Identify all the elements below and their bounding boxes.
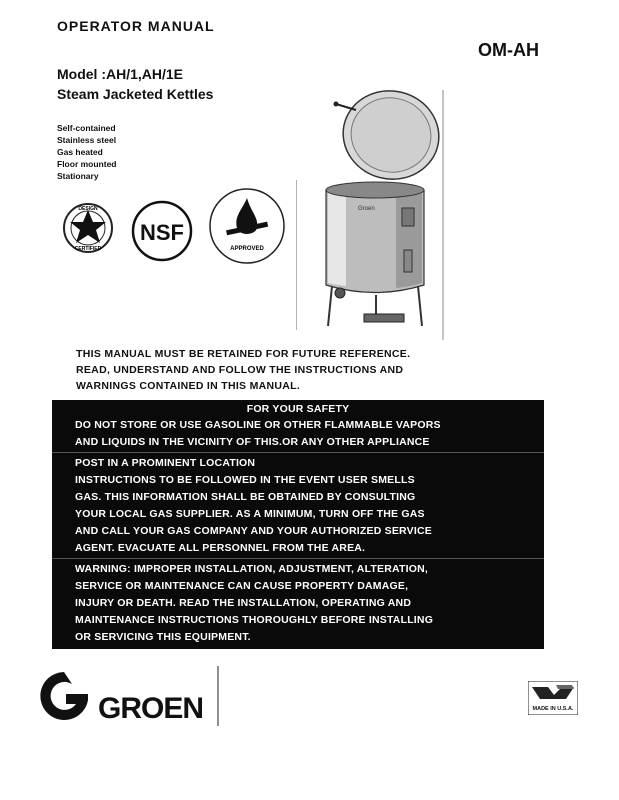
safety-line: AND LIQUIDS IN THE VICINITY OF THIS.OR ANY OTHER APPLIANCE [75,436,430,448]
safety-line: AND CALL YOUR GAS COMPANY AND YOUR AUTHORIZED SERVICE [75,525,432,537]
feature-item: Gas heated [57,147,103,157]
safety-line: GAS. THIS INFORMATION SHALL BE OBTAINED BY CONSULTING [75,491,416,503]
safety-line: INJURY OR DEATH. READ THE INSTALLATION, OPERATING AND [75,597,412,609]
safety-line: POST IN A PROMINENT LOCATION [75,457,256,469]
brand-wordmark: GROEN [98,692,204,725]
feature-item: Stationary [57,171,99,181]
safety-line: WARNING: IMPROPER INSTALLATION, ADJUSTMENT, ALTERATION, [75,563,429,575]
design-certified-seal [58,190,118,260]
safety-line: DO NOT STORE OR USE GASOLINE OR OTHER FLAMMABLE VAPORS [75,419,441,431]
safety-heading: FOR YOUR SAFETY [246,403,350,415]
model-block [57,64,213,104]
safety-line: YOUR LOCAL GAS SUPPLIER. AS A MINIMUM, TURN OFF THE GAS [75,508,425,520]
safety-warning-box [52,400,544,649]
nsf-label: NSF [140,220,184,245]
seal-bottom-text: CERTIFIED [74,246,102,252]
made-in-label: MADE IN U.S.A. [532,706,574,712]
nsf-seal [131,200,193,262]
kettle-illustration [296,90,446,340]
notice-line: THIS MANUAL MUST BE RETAINED FOR FUTURE REFERENCE. [76,348,411,360]
model-number: Model :AH/1,AH/1E [57,66,184,82]
made-in-usa-badge [528,681,578,715]
safety-line: AGENT. EVACUATE ALL PERSONNEL FROM THE AREA. [75,542,366,554]
retain-manual-notice [76,346,410,394]
document-code: OM-AH [478,40,539,60]
notice-line: READ, UNDERSTAND AND FOLLOW THE INSTRUCTIONS AND [76,364,404,376]
safety-line: OR SERVICING THIS EQUIPMENT. [75,631,251,643]
feature-item: Stainless steel [57,135,117,145]
groen-logo [36,666,226,730]
notice-line: WARNINGS CONTAINED IN THIS MANUAL. [76,380,301,392]
feature-list [57,122,117,182]
safety-line: MAINTENANCE INSTRUCTIONS THOROUGHLY BEFORE INSTALLING [75,614,434,626]
safety-line: SERVICE OR MAINTENANCE CAN CAUSE PROPERTY DAMAGE, [75,580,409,592]
seal-top-text: DESIGN [78,206,98,212]
safety-divider [52,452,544,453]
manual-title: OPERATOR MANUAL [57,18,215,34]
gas-agency-seal [206,186,288,266]
kettle-brand-badge: Groen [358,206,375,212]
feature-item: Self-contained [57,123,116,133]
seal-approved-text: APPROVED [230,246,264,252]
product-name: Steam Jacketed Kettles [57,86,214,102]
feature-item: Floor mounted [57,159,117,169]
safety-divider [52,558,544,559]
safety-line: INSTRUCTIONS TO BE FOLLOWED IN THE EVENT USER SMELLS [75,474,415,486]
